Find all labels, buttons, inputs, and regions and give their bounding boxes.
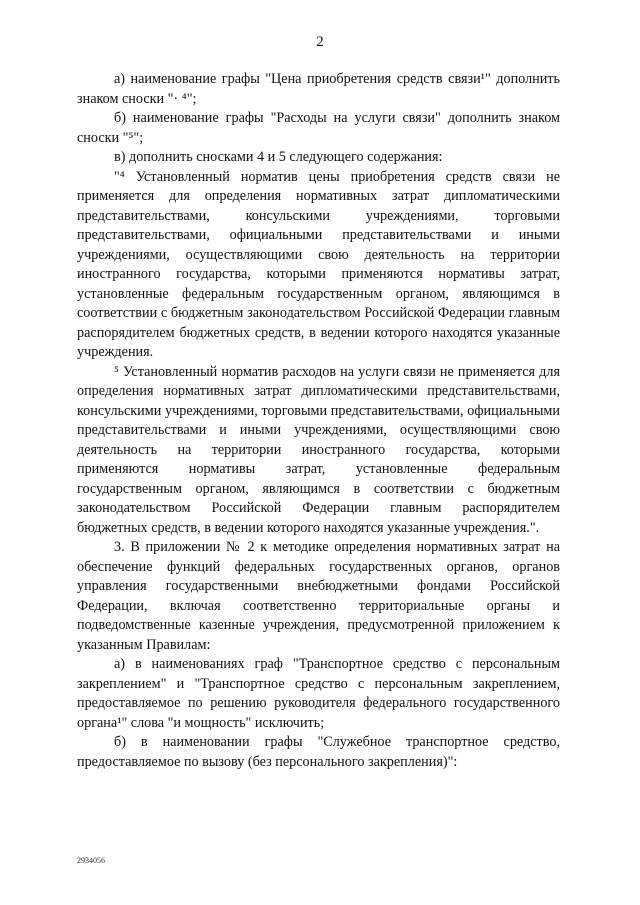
paragraph-section-3-item-b: б) в наименовании графы "Служебное транспортное средство, предоставляемое по вызову (без персонального закрепления)": [77,734,560,770]
paragraph-section-3-item-a: а) в наименованиях граф "Транспортное средство с персональным закреплением" и "Транспортное средство с персональным закреплением, предоставляемое по решению руководителя федерального государственного органа¹" слова "и мощность" исключить; [77,656,560,731]
paragraph-item-v: в) дополнить сносками 4 и 5 следующего содержания: [114,149,443,165]
paragraph-section-3: 3. В приложении № 2 к методике определения нормативных затрат на обеспечение функций федеральных государственных органов, органов управления государственными внебюджетными фондами Российской Федерации, включая соответственно территориальные органы и подведомственные казенные учреждения, предусмотренной приложением к указанным Правилам: [77,539,560,653]
page-number: 2 [316,34,324,50]
paragraph-item-a: а) наименование графы "Цена приобретения средств связи¹" дополнить знаком сноски "· ⁴"; [77,71,560,107]
footnote-4-text: "⁴ Установленный норматив цены приобретения средств связи не применяется для определения нормативных затрат дипломатическими представительствами, консульскими учреждениями, торговыми представительствами, официальными представительствами и иными учреждениями, осуществляющими свою деятельность на территории иностранного государства, которыми применяются нормативы затрат, установленные федеральным государственным органом, являющимся в соответствии с бюджетным законодательством Российской Федерации главным распорядителем бюджетных средств, в ведении которого находятся указанные учреждения. [77,168,560,360]
document-code: 2934056 [77,856,105,865]
document-body [77,70,560,772]
paragraph-item-b: б) наименование графы "Расходы на услуги связи" дополнить знаком сноски "⁵"; [77,110,560,146]
footnote-5-text: ⁵ Установленный норматив расходов на услуги связи не применяется для определения нормативных затрат дипломатическими представительствами, консульскими учреждениями, торговыми представительствами, официальными представительствами и иными учреждениями, осуществляющими свою деятельность на территории иностранного государства, которыми применяются нормативы затрат, установленные федеральным государственным органом, являющимся в соответствии с бюджетным законодательством Российской Федерации главным распорядителем бюджетных средств, в ведении которого находятся указанные учреждения.". [77,363,560,536]
